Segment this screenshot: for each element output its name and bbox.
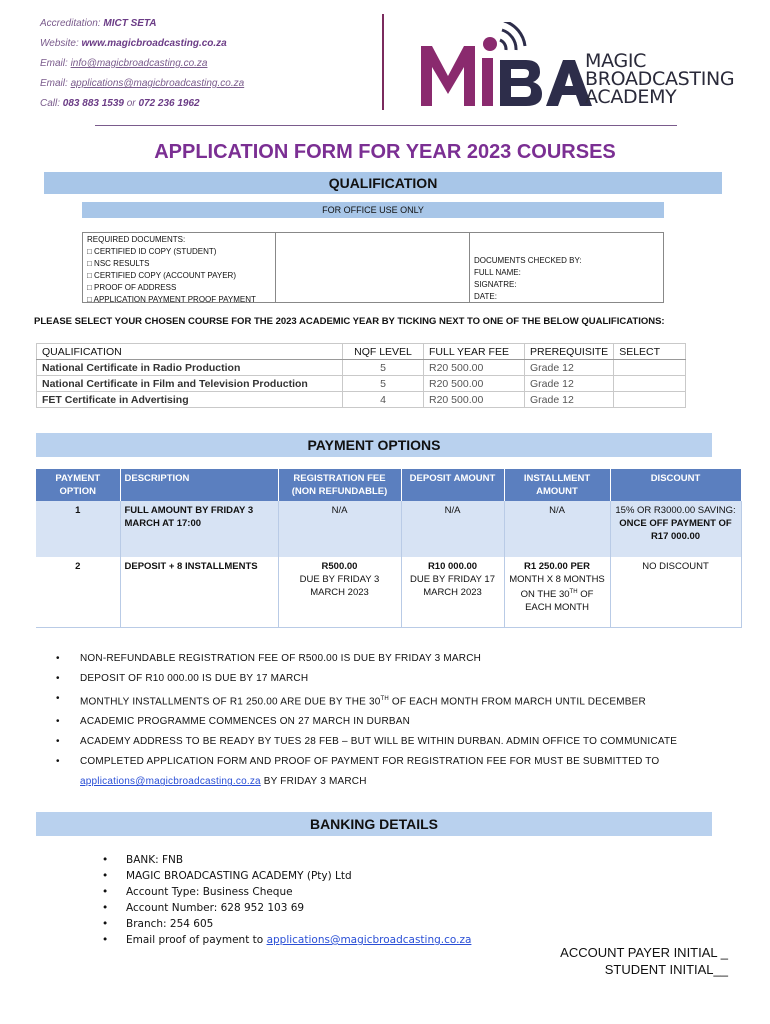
list-item: • DEPOSIT OF R10 000.00 IS DUE BY 17 MARCH	[56, 669, 677, 689]
list-item: • NON-REFUNDABLE REGISTRATION FEE OF R500.00 IS DUE BY FRIDAY 3 MARCH	[56, 649, 677, 669]
table-row: National Certificate in Radio Production 5 R20 500.00 Grade 12	[37, 360, 686, 376]
col-fee: FULL YEAR FEE	[424, 344, 525, 360]
doc-item[interactable]: □ APPLICATION PAYMENT PROOF PAYMENT	[87, 295, 256, 304]
list-item: • Branch: 254 605	[102, 916, 471, 932]
payment-email-link[interactable]: applications@magicbroadcasting.co.za	[266, 934, 472, 946]
table-row: 2 DEPOSIT + 8 INSTALLMENTS R500.00 DUE BY FRIDAY 3 MARCH 2023 R10 000.00 DUE BY FRIDAY 17 MARCH 2023 R1 250.00 PER MONTH X 8 MONTHS ON THE 30TH OF EACH MONTH NO DISCOUNT	[36, 557, 741, 627]
office-blank-cell	[276, 233, 470, 302]
header-divider	[382, 14, 384, 110]
website-line: Website: www.magicbroadcasting.co.za	[40, 38, 227, 49]
table-header-row	[37, 344, 686, 360]
required-documents-title: REQUIRED DOCUMENTS:	[87, 235, 186, 244]
payment-options-table	[36, 469, 742, 628]
list-item: • ACADEMIC PROGRAMME COMMENCES ON 27 MARCH IN DURBAN	[56, 712, 677, 732]
list-item: • COMPLETED APPLICATION FORM AND PROOF OF PAYMENT FOR REGISTRATION FEE FOR MUST BE SUBMITTED TO applications@magicbroadcasting.co.za BY FRIDAY 3 MARCH	[56, 752, 677, 792]
col-nqf: NQF LEVEL	[343, 344, 424, 360]
contact-info	[40, 14, 244, 114]
table-row: National Certificate in Film and Television Production 5 R20 500.00 Grade 12	[37, 376, 686, 392]
website-link[interactable]: www.magicbroadcasting.co.za	[81, 38, 227, 49]
select-cell[interactable]	[614, 360, 686, 376]
banking-details-list	[102, 852, 471, 948]
date-label: DATE:	[474, 292, 497, 301]
table-row: 1 FULL AMOUNT BY FRIDAY 3 MARCH AT 17:00 N/A N/A N/A 15% OR R3000.00 SAVING: ONCE OFF PAYMENT OF R17 000.00	[36, 501, 741, 557]
table-header-row: PAYMENT OPTION DESCRIPTION REGISTRATION FEE (NON REFUNDABLE) DEPOSIT AMOUNT INSTALLMENT AMOUNT DISCOUNT	[36, 469, 741, 501]
call-line: Call: 083 883 1539 or 072 236 1962	[40, 98, 200, 109]
select-cell[interactable]	[614, 376, 686, 392]
initials-block	[560, 944, 728, 978]
email-line-applications: Email: applications@magicbroadcasting.co.za	[40, 78, 245, 89]
doc-item[interactable]: □ CERTIFIED COPY (ACCOUNT PAYER)	[87, 271, 236, 280]
doc-item[interactable]: □ NSC RESULTS	[87, 259, 150, 268]
accreditation-line: Accreditation: MICT SETA	[40, 18, 157, 29]
col-select: SELECT	[614, 344, 686, 360]
signature-label: SIGNATRE:	[474, 280, 517, 289]
office-use-bar: FOR OFFICE USE ONLY	[82, 202, 664, 218]
required-documents-cell	[83, 233, 276, 302]
list-item: • Email proof of payment to applications@magicbroadcasting.co.za	[102, 932, 471, 948]
email-info-link[interactable]: info@magicbroadcasting.co.za	[70, 58, 208, 69]
selection-instruction: PLEASE SELECT YOUR CHOSEN COURSE FOR THE 2023 ACADEMIC YEAR BY TICKING NEXT TO ONE OF THE BELOW QUALIFICATIONS:	[34, 316, 665, 327]
qualification-section-bar: QUALIFICATION	[44, 172, 722, 194]
list-item: • Account Number: 628 952 103 69	[102, 900, 471, 916]
page-title: APPLICATION FORM FOR YEAR 2023 COURSES	[154, 141, 616, 163]
col-prereq: PREREQUISITE	[525, 344, 614, 360]
doc-item[interactable]: □ PROOF OF ADDRESS	[87, 283, 177, 292]
list-item: • Account Type: Business Cheque	[102, 884, 471, 900]
doc-item[interactable]: □ CERTIFIED ID COPY (STUDENT)	[87, 247, 217, 256]
account-payer-initial[interactable]: ACCOUNT PAYER INITIAL _	[560, 945, 728, 960]
list-item: • BANK: FNB	[102, 852, 471, 868]
logo-wordmark: MAGIC BROADCASTING ACADEMY	[585, 50, 735, 108]
qualifications-table	[36, 343, 686, 408]
applications-email-link[interactable]: applications@magicbroadcasting.co.za	[80, 776, 261, 788]
banking-section-bar: BANKING DETAILS	[36, 812, 712, 836]
select-cell[interactable]	[614, 392, 686, 408]
checked-by-label: DOCUMENTS CHECKED BY:	[474, 256, 582, 265]
list-item: • MONTHLY INSTALLMENTS OF R1 250.00 ARE DUE BY THE 30TH OF EACH MONTH FROM MARCH UNTIL DECEMBER	[56, 689, 677, 712]
table-row: FET Certificate in Advertising 4 R20 500.00 Grade 12	[37, 392, 686, 408]
email-applications-link[interactable]: applications@magicbroadcasting.co.za	[70, 78, 245, 89]
office-use-table	[82, 232, 664, 303]
email-line-info: Email: info@magicbroadcasting.co.za	[40, 58, 208, 69]
list-item: • MAGIC BROADCASTING ACADEMY (Pty) Ltd	[102, 868, 471, 884]
header-rule	[95, 125, 677, 126]
payment-section-bar: PAYMENT OPTIONS	[36, 433, 712, 457]
full-name-label: FULL NAME:	[474, 268, 521, 277]
col-qualification: QUALIFICATION	[37, 344, 343, 360]
checked-by-cell	[470, 233, 663, 302]
payment-notes-list	[56, 649, 677, 792]
student-initial[interactable]: STUDENT INITIAL__	[604, 962, 728, 977]
list-item: • ACADEMY ADDRESS TO BE READY BY TUES 28 FEB – BUT WILL BE WITHIN DURBAN. ADMIN OFFICE TO COMMUNICATE	[56, 732, 677, 752]
